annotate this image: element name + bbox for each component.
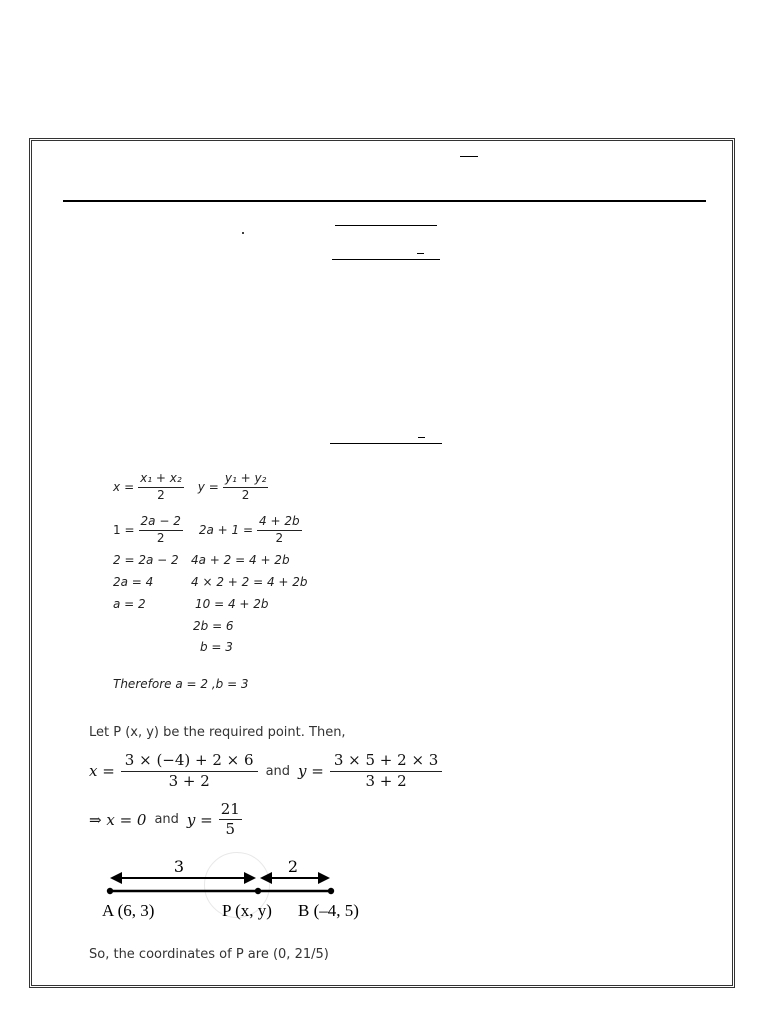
x-section-denominator: 3 + 2	[168, 772, 210, 791]
line1-left-lhs: 1 =	[113, 523, 135, 538]
arrowhead-right-start	[260, 872, 272, 884]
minus-mark-1	[417, 253, 424, 254]
arrowhead-left-end	[244, 872, 256, 884]
y-section-denominator: 3 + 2	[365, 772, 407, 791]
conclusion-a-b: Therefore a = 2 ,b = 3	[113, 677, 249, 691]
point-p-label: P (x, y)	[222, 901, 272, 920]
final-conclusion: So, the coordinates of P are (0, 21/5)	[89, 947, 329, 962]
point-a-label: A (6, 3)	[102, 901, 155, 920]
result-y-denominator: 5	[225, 820, 236, 839]
line5-right: 2b = 6	[193, 619, 234, 633]
result-and: and	[154, 812, 179, 828]
line1-right-numerator: 4 + 2b	[257, 515, 302, 531]
section-diagram	[100, 852, 400, 932]
line3-right: 4 × 2 + 2 = 4 + 2b	[191, 575, 308, 589]
x-midpoint-numerator: x₁ + x₂	[138, 472, 184, 488]
point-a-dot	[107, 888, 113, 894]
x-section-numerator: 3 × (−4) + 2 × 6	[121, 752, 258, 772]
midpoint-formula	[113, 472, 268, 503]
ratio-left-label: 3	[173, 857, 185, 876]
y-variable: y	[197, 480, 205, 495]
result-x: ⇒ x = 0	[89, 810, 147, 829]
x-midpoint-denominator: 2	[157, 487, 165, 502]
header-rule	[63, 200, 706, 202]
arrowhead-right-end	[318, 872, 330, 884]
line1-left-denominator: 2	[156, 530, 165, 545]
y-section-fraction	[330, 752, 443, 791]
equals-sign: =	[208, 480, 219, 495]
dot-mark	[242, 232, 244, 234]
x-variable: x	[113, 480, 121, 495]
line4-left: a = 2	[113, 597, 146, 611]
x-lhs: x =	[89, 762, 115, 781]
x-midpoint-fraction	[138, 472, 184, 503]
section-formula-line	[89, 752, 442, 791]
equals-sign: =	[124, 480, 135, 495]
line4-right: 10 = 4 + 2b	[195, 597, 269, 611]
line6-right: b = 3	[200, 640, 233, 654]
y-section-numerator: 3 × 5 + 2 × 3	[330, 752, 443, 772]
result-line	[89, 801, 242, 839]
fraction-bar-2	[332, 259, 440, 260]
line1-right-denominator: 2	[275, 530, 284, 545]
line1-right-fraction	[257, 515, 302, 546]
y-midpoint-denominator: 2	[241, 487, 250, 502]
line1-left-numerator: 2a − 2	[139, 515, 183, 531]
line1-left-fraction	[139, 515, 183, 546]
fraction-bar-1	[335, 225, 437, 226]
y-midpoint-fraction	[223, 472, 269, 503]
y-lhs: y =	[298, 762, 324, 781]
line2-left: 2 = 2a − 2	[113, 553, 179, 567]
ratio-right-label: 2	[287, 857, 299, 876]
result-y-fraction	[219, 801, 242, 839]
overline-mark	[460, 156, 478, 157]
point-p-dot	[255, 888, 261, 894]
result-y-numerator: 21	[219, 801, 242, 820]
line2-right: 4a + 2 = 4 + 2b	[191, 553, 290, 567]
point-b-dot	[328, 888, 334, 894]
and-word: and	[265, 763, 291, 779]
minus-mark-2	[418, 437, 425, 438]
intro-sentence: Let P (x, y) be the required point. Then,	[89, 725, 346, 740]
arrowhead-left-start	[110, 872, 122, 884]
x-section-fraction	[121, 752, 258, 791]
y-midpoint-numerator: y₁ + y₂	[223, 472, 269, 488]
point-b-label: B (–4, 5)	[298, 901, 359, 920]
line3-left: 2a = 4	[113, 575, 154, 589]
line1-right-lhs: 2a + 1 =	[198, 523, 254, 538]
result-y-lhs: y =	[186, 810, 213, 829]
fraction-bar-3	[330, 443, 442, 444]
equation-line-1	[113, 515, 302, 546]
